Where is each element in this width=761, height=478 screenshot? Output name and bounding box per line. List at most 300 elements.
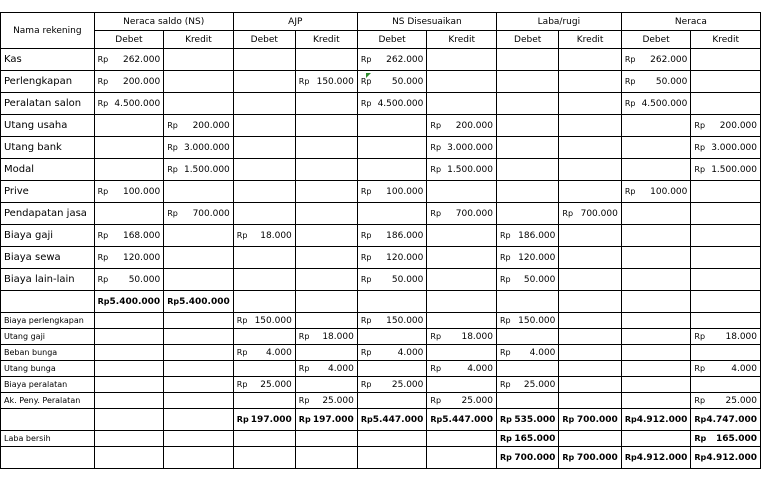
value-cell[interactable] [691,313,761,329]
value-cell[interactable] [357,291,427,313]
value-cell[interactable] [164,431,234,447]
amount [164,120,233,132]
value-cell[interactable] [295,159,357,181]
value-cell[interactable] [94,377,164,393]
value-cell[interactable] [357,431,427,447]
value-cell[interactable] [233,115,295,137]
value-cell[interactable] [621,313,691,329]
value-cell[interactable] [496,269,558,291]
value-cell[interactable] [295,49,357,71]
amount-value: 150.000 [386,315,424,326]
value-cell[interactable] [496,345,558,361]
value-cell[interactable] [233,225,295,247]
currency-label: Rp [298,414,311,424]
value-cell[interactable] [559,329,621,345]
value-cell[interactable] [691,159,761,181]
value-cell[interactable] [427,377,497,393]
amount-value: 100.000 [650,186,688,197]
amount-value: 150.000 [316,76,354,87]
value-cell[interactable] [691,137,761,159]
currency-label: Rp [430,363,442,373]
header-neraca: Neraca [621,13,760,31]
currency-label: Rp [236,230,248,240]
value-cell[interactable] [427,225,497,247]
value-cell[interactable] [621,269,691,291]
account-name-cell[interactable]: Biaya gaji [1,225,95,247]
value-cell[interactable] [427,115,497,137]
value-cell[interactable] [295,181,357,203]
value-cell[interactable] [621,137,691,159]
value-cell[interactable] [233,269,295,291]
value-cell[interactable] [357,269,427,291]
currency-label: Rp [360,274,372,284]
value-cell[interactable] [233,71,295,93]
header-laba-rugi: Laba/rugi [496,13,621,31]
value-cell[interactable] [691,393,761,409]
value-cell[interactable] [164,247,234,269]
value-cell[interactable] [621,345,691,361]
value-cell[interactable] [559,137,621,159]
currency-label: Rp [430,414,443,424]
value-cell[interactable] [621,361,691,377]
value-cell[interactable] [559,447,621,469]
account-name-cell[interactable]: Utang bunga [1,361,95,377]
value-cell[interactable] [94,247,164,269]
value-cell[interactable] [559,181,621,203]
value-cell[interactable] [559,377,621,393]
value-cell[interactable] [496,203,558,225]
value-cell[interactable] [496,393,558,409]
value-cell[interactable] [621,393,691,409]
amount-value: 700.000 [576,414,618,425]
amount [559,452,620,464]
value-cell[interactable] [295,225,357,247]
value-cell[interactable] [621,431,691,447]
value-cell[interactable] [496,115,558,137]
value-cell[interactable] [233,159,295,181]
account-name-cell[interactable]: Biaya peralatan [1,377,95,393]
value-cell[interactable] [621,49,691,71]
value-cell[interactable] [621,181,691,203]
amount [622,98,691,110]
value-cell[interactable] [164,393,234,409]
value-cell[interactable] [496,431,558,447]
value-cell[interactable] [94,269,164,291]
value-cell[interactable] [427,71,497,93]
value-cell[interactable] [164,49,234,71]
value-cell[interactable] [94,225,164,247]
currency-label: Rp [694,164,706,174]
currency-label: Rp [97,186,109,196]
amount-value: 4.500.000 [641,98,688,109]
value-cell[interactable] [94,291,164,313]
value-cell[interactable] [357,159,427,181]
value-cell[interactable] [94,447,164,469]
value-cell[interactable] [233,181,295,203]
value-cell[interactable] [496,377,558,393]
account-name-cell[interactable]: Utang usaha [1,115,95,137]
amount-value: 100.000 [122,186,161,197]
value-cell[interactable] [496,71,558,93]
value-cell[interactable] [559,49,621,71]
value-cell[interactable] [621,225,691,247]
value-cell[interactable] [295,93,357,115]
value-cell[interactable] [496,361,558,377]
value-cell[interactable] [295,137,357,159]
value-cell[interactable] [691,431,761,447]
value-cell[interactable] [164,447,234,469]
value-cell[interactable] [691,225,761,247]
value-cell[interactable] [496,93,558,115]
value-cell[interactable] [164,115,234,137]
value-cell[interactable] [94,93,164,115]
currency-label: Rp [236,347,248,357]
value-cell[interactable] [233,329,295,345]
value-cell[interactable] [94,361,164,377]
value-cell[interactable] [427,329,497,345]
table-row [1,49,761,71]
value-cell[interactable] [164,269,234,291]
value-cell[interactable] [295,329,357,345]
account-name-cell[interactable]: Prive [1,181,95,203]
amount [691,142,760,154]
header-debet: Debet [94,31,164,49]
amount-value: 200.000 [122,76,161,87]
value-cell[interactable] [427,393,497,409]
value-cell[interactable] [559,247,621,269]
value-cell[interactable] [691,247,761,269]
value-cell[interactable] [691,409,761,431]
value-cell[interactable] [427,269,497,291]
amount [427,414,496,426]
value-cell[interactable] [496,225,558,247]
value-cell[interactable] [233,345,295,361]
value-cell[interactable] [295,291,357,313]
header-kredit: Kredit [691,31,761,49]
value-cell[interactable] [691,49,761,71]
value-cell[interactable] [357,345,427,361]
table-row [1,181,761,203]
value-cell[interactable] [233,313,295,329]
value-cell[interactable] [427,137,497,159]
value-cell[interactable] [295,393,357,409]
value-cell[interactable] [94,409,164,431]
value-cell[interactable] [691,447,761,469]
amount [234,379,295,391]
value-cell[interactable] [427,181,497,203]
value-cell[interactable] [559,291,621,313]
value-cell[interactable] [94,181,164,203]
value-cell[interactable] [233,409,295,431]
value-cell[interactable] [164,137,234,159]
value-cell[interactable] [164,225,234,247]
value-cell[interactable] [621,115,691,137]
value-cell[interactable] [295,115,357,137]
account-name-cell[interactable]: Kas [1,49,95,71]
amount [234,414,295,426]
value-cell[interactable] [427,247,497,269]
value-cell[interactable] [233,247,295,269]
amount-value: 262.000 [386,54,424,65]
value-cell[interactable] [559,159,621,181]
amount-value: 5.447.000 [372,414,424,425]
amount-value: 18.000 [260,230,292,241]
value-cell[interactable] [559,361,621,377]
value-cell[interactable] [427,291,497,313]
value-cell[interactable] [559,269,621,291]
value-cell[interactable] [621,159,691,181]
value-cell[interactable] [357,115,427,137]
value-cell[interactable] [94,115,164,137]
value-cell[interactable] [496,291,558,313]
amount [559,208,620,220]
header-debet: Debet [496,31,558,49]
value-cell[interactable] [357,203,427,225]
value-cell[interactable] [164,159,234,181]
value-cell[interactable] [233,431,295,447]
value-cell[interactable] [559,393,621,409]
value-cell[interactable] [94,159,164,181]
value-cell[interactable] [94,393,164,409]
value-cell[interactable] [94,345,164,361]
value-cell[interactable] [427,345,497,361]
amount [427,164,496,176]
value-cell[interactable] [691,345,761,361]
value-cell[interactable] [233,137,295,159]
value-cell[interactable] [164,181,234,203]
value-cell[interactable] [94,313,164,329]
currency-label: Rp [360,414,373,424]
account-name-cell[interactable]: Biaya sewa [1,247,95,269]
account-name-cell[interactable] [1,291,95,313]
amount [691,164,760,176]
value-cell[interactable] [164,329,234,345]
value-cell[interactable] [295,71,357,93]
value-cell[interactable] [621,447,691,469]
value-cell[interactable] [94,71,164,93]
value-cell[interactable] [295,313,357,329]
account-name-cell[interactable]: Ak. Peny. Peralatan [1,393,95,409]
amount [95,54,164,66]
value-cell[interactable] [164,377,234,393]
table-row [1,313,761,329]
value-cell[interactable] [621,93,691,115]
value-cell[interactable] [621,329,691,345]
amount [296,76,357,88]
currency-label: Rp [694,452,707,462]
value-cell[interactable] [164,203,234,225]
value-cell[interactable] [94,137,164,159]
value-cell[interactable] [295,361,357,377]
amount [691,414,760,426]
account-name-cell[interactable]: Utang bank [1,137,95,159]
amount [497,315,558,327]
value-cell[interactable] [691,377,761,393]
value-cell[interactable] [691,71,761,93]
value-cell[interactable] [357,225,427,247]
value-cell[interactable] [427,409,497,431]
value-cell[interactable] [691,93,761,115]
currency-label: Rp [430,208,442,218]
amount [95,296,164,308]
value-cell[interactable] [357,447,427,469]
account-name-cell[interactable]: Modal [1,159,95,181]
currency-label: Rp [97,296,110,306]
value-cell[interactable] [691,181,761,203]
value-cell[interactable] [559,431,621,447]
value-cell[interactable] [295,409,357,431]
worksheet-table [0,12,761,469]
header-ajp: AJP [233,13,357,31]
value-cell[interactable] [295,269,357,291]
value-cell[interactable] [295,345,357,361]
table-row [1,431,761,447]
value-cell[interactable] [496,329,558,345]
value-cell[interactable] [164,345,234,361]
value-cell[interactable] [691,361,761,377]
value-cell[interactable] [357,137,427,159]
value-cell[interactable] [295,203,357,225]
value-cell[interactable] [357,93,427,115]
amount [95,252,164,264]
value-cell[interactable] [357,181,427,203]
value-cell[interactable] [94,49,164,71]
amount [497,452,558,464]
value-cell[interactable] [357,409,427,431]
value-cell[interactable] [427,313,497,329]
value-cell[interactable] [233,49,295,71]
account-name-cell[interactable]: Pendapatan jasa [1,203,95,225]
value-cell[interactable] [357,247,427,269]
value-cell[interactable] [233,93,295,115]
value-cell[interactable] [621,377,691,393]
account-name-cell[interactable] [1,409,95,431]
value-cell[interactable] [559,409,621,431]
value-cell[interactable] [233,393,295,409]
value-cell[interactable] [357,313,427,329]
amount-value: 165.000 [716,433,757,444]
value-cell[interactable] [94,431,164,447]
amount [358,98,427,110]
value-cell[interactable] [691,203,761,225]
value-cell[interactable] [295,431,357,447]
value-cell[interactable] [559,345,621,361]
currency-label: Rp [236,379,248,389]
amount [427,363,496,375]
value-cell[interactable] [233,377,295,393]
value-cell[interactable] [691,329,761,345]
value-cell[interactable] [496,159,558,181]
table-row [1,291,761,313]
value-cell[interactable] [427,93,497,115]
value-cell[interactable] [427,49,497,71]
value-cell[interactable] [621,71,691,93]
value-cell[interactable] [295,447,357,469]
amount [622,452,691,464]
amount-value: 3.000.000 [183,142,230,153]
amount [691,363,760,375]
account-name-cell[interactable]: Beban bunga [1,345,95,361]
value-cell[interactable] [621,409,691,431]
currency-label: Rp [167,296,180,306]
value-cell[interactable] [496,137,558,159]
value-cell[interactable] [357,393,427,409]
value-cell[interactable] [357,49,427,71]
value-cell[interactable] [164,93,234,115]
value-cell[interactable] [295,247,357,269]
value-cell[interactable] [427,431,497,447]
value-cell[interactable] [496,409,558,431]
account-name-cell[interactable] [1,447,95,469]
amount-value: 18.000 [461,331,493,342]
value-cell[interactable] [164,313,234,329]
value-cell[interactable] [164,409,234,431]
value-cell[interactable] [233,361,295,377]
value-cell[interactable] [691,269,761,291]
value-cell[interactable] [621,247,691,269]
currency-label: Rp [360,186,372,196]
value-cell[interactable] [559,71,621,93]
value-cell[interactable] [691,291,761,313]
value-cell[interactable] [357,329,427,345]
amount [296,395,357,407]
currency-label: Rp [499,274,511,284]
value-cell[interactable] [559,93,621,115]
value-cell[interactable] [691,115,761,137]
account-name-cell[interactable]: Peralatan salon [1,93,95,115]
table-row [1,225,761,247]
value-cell[interactable] [164,71,234,93]
value-cell[interactable] [496,49,558,71]
value-cell[interactable] [233,291,295,313]
value-cell[interactable] [427,203,497,225]
currency-label: Rp [499,452,512,462]
value-cell[interactable] [164,361,234,377]
value-cell[interactable] [496,313,558,329]
value-cell[interactable] [427,361,497,377]
value-cell[interactable] [559,203,621,225]
amount [95,230,164,242]
value-cell[interactable] [559,225,621,247]
value-cell[interactable] [496,247,558,269]
account-name-cell[interactable]: Perlengkapan [1,71,95,93]
value-cell[interactable] [233,447,295,469]
value-cell[interactable] [427,447,497,469]
amount [691,120,760,132]
value-cell[interactable] [496,181,558,203]
value-cell[interactable] [94,329,164,345]
value-cell[interactable] [164,291,234,313]
value-cell[interactable] [233,203,295,225]
value-cell[interactable] [94,203,164,225]
value-cell[interactable] [621,291,691,313]
amount-value: 50.000 [523,274,556,285]
value-cell[interactable] [559,115,621,137]
value-cell[interactable] [357,377,427,393]
account-name-cell[interactable]: Biaya lain-lain [1,269,95,291]
value-cell[interactable] [559,313,621,329]
value-cell[interactable] [496,447,558,469]
account-name-cell[interactable]: Utang gaji [1,329,95,345]
amount-value: 25.000 [260,379,292,390]
account-name-cell[interactable]: Biaya perlengkapan [1,313,95,329]
value-cell[interactable] [357,361,427,377]
value-cell[interactable] [295,377,357,393]
value-cell[interactable] [427,159,497,181]
value-cell[interactable] [621,203,691,225]
amount-value: 4.747.000 [706,414,757,425]
account-name-cell[interactable]: Laba bersih [1,431,95,447]
